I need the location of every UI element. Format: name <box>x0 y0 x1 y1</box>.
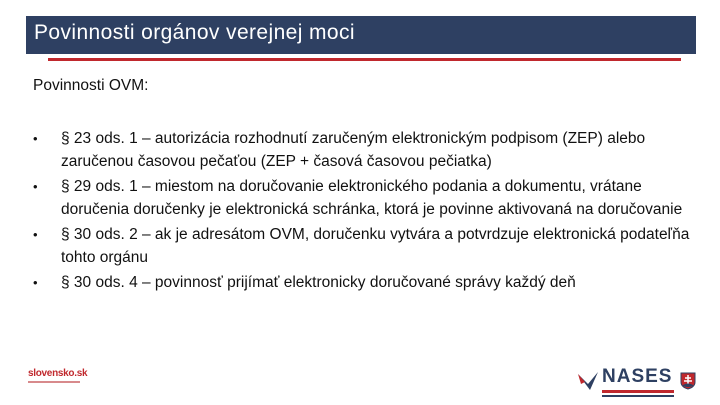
bullet-text: § 23 ods. 1 – autorizácia rozhodnutí zaručeným elektronickým podpisom (ZEP) alebo zaručenou časovou pečaťou (ZEP + časová časovou pečiatka) <box>61 130 646 170</box>
nases-logo <box>576 366 700 400</box>
list-item <box>33 128 693 173</box>
bullet-text: § 29 ods. 1 – miestom na doručovanie elektronického podania a dokumentu, vrátane doručenia doručenky je elektronická schránka, ktorá je povinne aktivovaná na doručovanie <box>61 178 683 218</box>
bullet-icon: • <box>33 275 38 290</box>
slide-title: Povinnosti orgánov verejnej moci <box>26 16 696 54</box>
slovensko-sk-logo <box>28 368 88 390</box>
bullet-icon: • <box>33 179 38 194</box>
list-item <box>33 272 693 295</box>
bullet-icon: • <box>33 131 38 146</box>
logo-underline <box>602 395 674 397</box>
logo-underline <box>28 381 80 383</box>
list-item <box>33 176 693 221</box>
slovensko-sk-logo-text: slovensko.sk <box>28 368 88 379</box>
coat-of-arms-icon <box>680 372 696 390</box>
bullet-text: § 30 ods. 2 – ak je adresátom OVM, doručenku vytvára a potvrdzuje elektronická podateľňa tohto orgánu <box>61 226 690 266</box>
bullet-list <box>33 128 693 298</box>
intro-text: Povinnosti OVM: <box>33 77 149 94</box>
bullet-icon: • <box>33 227 38 242</box>
logo-underline <box>602 390 674 393</box>
list-item <box>33 224 693 269</box>
title-underline <box>48 58 681 61</box>
nases-logo-text: NASES <box>602 366 673 387</box>
nases-bird-icon <box>576 370 600 392</box>
bullet-text: § 30 ods. 4 – povinnosť prijímať elektronicky doručované správy každý deň <box>61 274 576 291</box>
